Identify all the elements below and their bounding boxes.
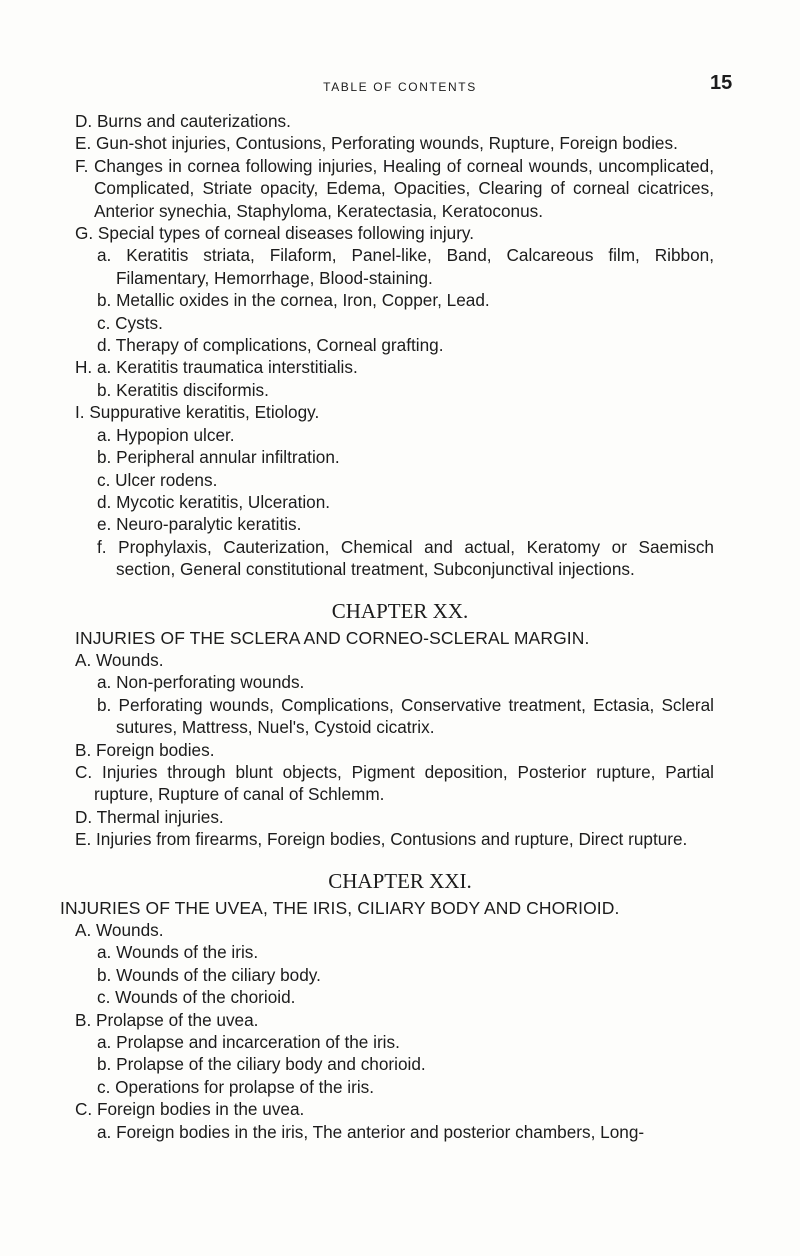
page-number: 15 <box>710 72 733 94</box>
toc-subentry: c. Wounds of the chorioid. <box>97 987 296 1008</box>
toc-entry: D. Burns and cauterizations. <box>75 111 291 131</box>
chapter-heading: CHAPTER XXI. <box>328 868 472 893</box>
toc-subentry: c. Operations for prolapse of the iris. <box>97 1076 375 1097</box>
toc-subentry: d. Therapy of complications, Corneal grafting. <box>97 335 444 356</box>
toc-entry: A. Wounds. <box>75 920 164 940</box>
toc-subentry: a. Non-perforating wounds. <box>97 672 305 693</box>
toc-subentry: c. Ulcer rodens. <box>97 469 218 490</box>
toc-entry: H. a. Keratitis traumatica interstitialis. <box>75 357 358 378</box>
toc-entry: B. Foreign bodies. <box>75 739 215 760</box>
toc-entry: I. Suppurative keratitis, Etiology. <box>75 402 320 423</box>
toc-entry: F. Changes in cornea following injuries, Healing of corneal wounds, uncomplicated, Complicated, Striate opacity, Edema, Opacities, Clearing of corneal cicatrices, Anterior synechia, Staphyloma, Keratectasia, Keratoconus. <box>75 155 714 221</box>
toc-entry: C. Injuries through blunt objects, Pigment deposition, Posterior rupture, Partial rupture, Rupture of canal of Schlemm. <box>75 761 714 805</box>
chapter-title: INJURIES OF THE SCLERA AND CORNEO-SCLERAL MARGIN. <box>75 627 590 648</box>
toc-subentry: a. Wounds of the iris. <box>97 942 259 963</box>
page-header <box>0 72 800 96</box>
toc-entry: A. Wounds. <box>75 649 164 670</box>
toc-subentry: b. Wounds of the ciliary body. <box>97 964 321 985</box>
toc-subentry: e. Neuro-paralytic keratitis. <box>97 514 302 535</box>
toc-subentry: a. Prolapse and incarceration of the iris. <box>97 1032 400 1053</box>
toc-subentry: b. Prolapse of the ciliary body and chorioid. <box>97 1054 426 1075</box>
toc-entry: G. Special types of corneal diseases following injury. <box>75 223 475 244</box>
toc-entry: D. Thermal injuries. <box>75 806 224 827</box>
toc-subentry: b. Metallic oxides in the cornea, Iron, Copper, Lead. <box>97 290 490 311</box>
toc-subentry: a. Foreign bodies in the iris, The anterior and posterior chambers, Long- <box>97 1121 645 1142</box>
toc-subentry: c. Cysts. <box>97 312 163 333</box>
toc-subentry: b. Peripheral annular infiltration. <box>97 447 340 468</box>
toc-entry: E. Injuries from firearms, Foreign bodies, Contusions and rupture, Direct rupture. <box>75 829 688 850</box>
running-title: TABLE OF CONTENTS <box>323 80 477 94</box>
table-of-contents <box>0 110 800 1143</box>
toc-subentry: a. Keratitis striata, Filaform, Panel-like, Band, Calcareous film, Ribbon, Filamentary, Hemorrhage, Blood-staining. <box>97 245 714 288</box>
toc-subentry: d. Mycotic keratitis, Ulceration. <box>97 491 331 512</box>
chapter-heading: CHAPTER XX. <box>331 598 469 623</box>
toc-subentry: f. Prophylaxis, Cauterization, Chemical and actual, Keratomy or Saemisch section, General constitutional treatment, Subconjunctival injections. <box>97 536 714 580</box>
toc-entry: E. Gun-shot injuries, Contusions, Perforating wounds, Rupture, Foreign bodies. <box>75 133 678 154</box>
toc-subentry: b. Keratitis disciformis. <box>97 379 269 400</box>
toc-entry: B. Prolapse of the uvea. <box>75 1009 259 1030</box>
toc-subentry: b. Perforating wounds, Complications, Conservative treatment, Ectasia, Scleral sutures, Mattress, Nuel's, Cystoid cicatrix. <box>97 694 714 738</box>
chapter-title: INJURIES OF THE UVEA, THE IRIS, CILIARY BODY AND CHORIOID. <box>60 897 620 918</box>
toc-entry: C. Foreign bodies in the uvea. <box>75 1099 305 1120</box>
toc-subentry: a. Hypopion ulcer. <box>97 424 235 445</box>
